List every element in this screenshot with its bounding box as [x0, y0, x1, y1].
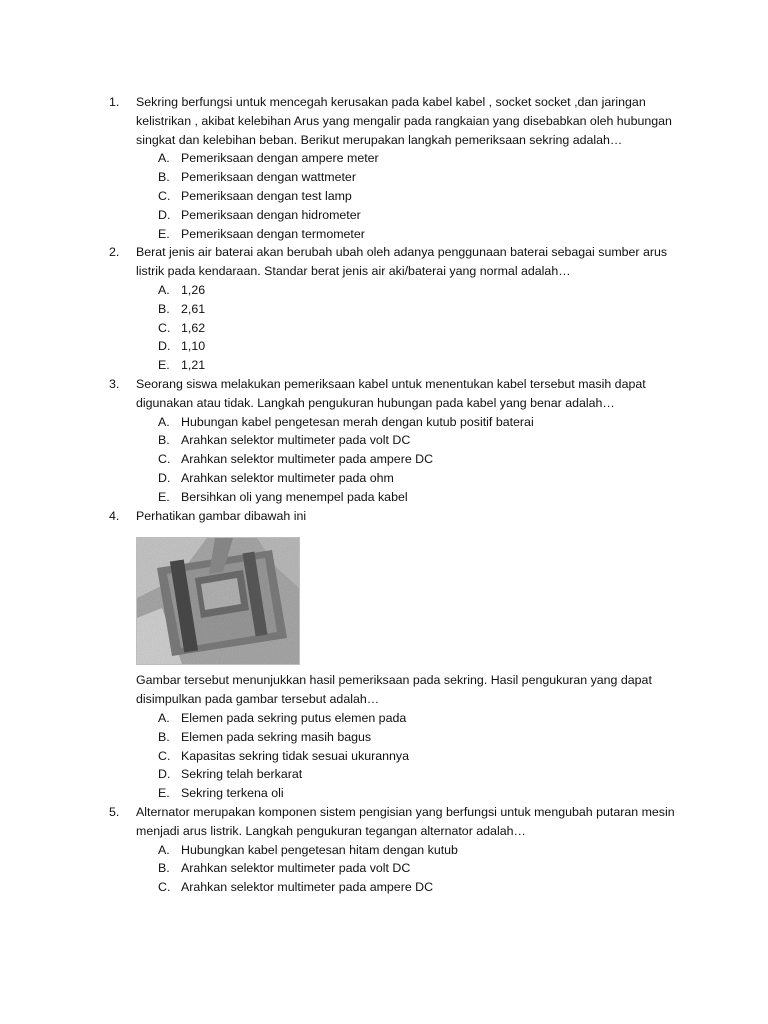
question-text: Alternator merupakan komponen sistem pengisian yang berfungsi untuk mengubah putaran mesin menjadi arus listrik. Langkah pengukuran tegangan alternator adalah…: [136, 804, 675, 838]
option-list: [158, 413, 689, 507]
option-text: Sekring terkena oli: [181, 786, 284, 801]
option-text: Pemeriksaan dengan test lamp: [181, 188, 352, 203]
option-letter: A.: [158, 414, 170, 429]
option-text: Hubungan kabel pengetesan merah dengan kutub positif baterai: [181, 414, 534, 429]
question-number: 3.: [109, 376, 120, 391]
option-c: [158, 878, 689, 897]
option-b: [158, 859, 689, 878]
option-d: [158, 337, 689, 356]
option-text: 1,10: [181, 339, 206, 354]
question-2: [109, 243, 689, 375]
question-4: [109, 507, 689, 803]
option-b: [158, 168, 689, 187]
question-3: [109, 375, 689, 507]
option-letter: D.: [158, 470, 171, 485]
option-d: [158, 765, 689, 784]
option-a: [158, 841, 689, 860]
question-1: [109, 93, 689, 243]
option-a: [158, 281, 689, 300]
option-e: [158, 356, 689, 375]
option-c: [158, 747, 689, 766]
option-a: [158, 709, 689, 728]
option-letter: E.: [158, 358, 170, 373]
fuse-photo-illustration: [137, 538, 299, 664]
option-text: Kapasitas sekring tidak sesuai ukurannya: [181, 748, 409, 763]
option-e: [158, 488, 689, 507]
option-text: Bersihkan oli yang menempel pada kabel: [181, 489, 408, 504]
option-b: [158, 728, 689, 747]
option-letter: B.: [158, 170, 170, 185]
option-letter: D.: [158, 207, 171, 222]
option-c: [158, 319, 689, 338]
question-text: Sekring berfungsi untuk mencegah kerusakan pada kabel kabel , socket socket ,dan jaringan kelistrikan , akibat kelebihan Arus yang mengalir pada rangkaian yang disebabkan oleh hubungan singkat dan kelebihan beban. Berikut merupakan langkah pemeriksaan sekring adalah…: [136, 95, 672, 147]
option-d: [158, 469, 689, 488]
fuse-photo: [136, 537, 300, 665]
option-letter: A.: [158, 842, 170, 857]
option-text: 1,21: [181, 358, 206, 373]
question-number: 1.: [109, 95, 120, 109]
option-text: Pemeriksaan dengan ampere meter: [181, 151, 379, 166]
option-list: [158, 281, 689, 375]
question-number: 2.: [109, 245, 120, 260]
option-letter: B.: [158, 729, 170, 744]
option-text: Sekring telah berkarat: [181, 767, 303, 782]
question-text: Perhatikan gambar dibawah ini: [136, 508, 307, 523]
option-text: Arahkan selektor multimeter pada ampere DC: [181, 880, 434, 895]
option-text: Pemeriksaan dengan termometer: [181, 226, 365, 241]
question-number: 5.: [109, 804, 120, 819]
option-c: [158, 187, 689, 206]
option-letter: A.: [158, 151, 170, 166]
option-letter: E.: [158, 489, 170, 504]
option-letter: B.: [158, 433, 170, 448]
option-list: [158, 709, 689, 803]
question-text-continued: Gambar tersebut menunjukkan hasil pemeriksaan pada sekring. Hasil pengukuran yang dapat disimpulkan pada gambar tersebut adalah…: [136, 673, 652, 707]
option-d: [158, 206, 689, 225]
question-5: [109, 803, 689, 897]
option-e: [158, 225, 689, 244]
option-letter: A.: [158, 710, 170, 725]
option-c: [158, 450, 689, 469]
option-text: Arahkan selektor multimeter pada volt DC: [181, 861, 411, 876]
question-text: Berat jenis air baterai akan berubah ubah oleh adanya penggunaan baterai sebagai sumber arus listrik pada kendaraan. Standar berat jenis air aki/baterai yang normal adalah…: [136, 245, 668, 279]
option-text: Elemen pada sekring putus elemen pada: [181, 710, 407, 725]
option-text: 1,62: [181, 320, 206, 335]
option-text: Pemeriksaan dengan hidrometer: [181, 207, 361, 222]
option-letter: C.: [158, 452, 171, 467]
question-number: 4.: [109, 508, 120, 523]
option-letter: C.: [158, 748, 171, 763]
option-letter: B.: [158, 301, 170, 316]
option-text: Arahkan selektor multimeter pada volt DC: [181, 433, 411, 448]
option-a: [158, 413, 689, 432]
question-list: [109, 93, 689, 897]
question-text: Seorang siswa melakukan pemeriksaan kabel untuk menentukan kabel tersebut masih dapat digunakan atau tidak. Langkah pengukuran hubungan pada kabel yang benar adalah…: [136, 376, 646, 410]
option-a: [158, 149, 689, 168]
option-list: [158, 841, 689, 897]
option-b: [158, 300, 689, 319]
option-text: Elemen pada sekring masih bagus: [181, 729, 372, 744]
option-letter: C.: [158, 320, 171, 335]
option-letter: D.: [158, 339, 171, 354]
option-letter: E.: [158, 226, 170, 241]
option-text: 1,26: [181, 282, 206, 297]
option-e: [158, 784, 689, 803]
option-b: [158, 431, 689, 450]
option-text: 2,61: [181, 301, 206, 316]
option-letter: C.: [158, 880, 171, 895]
option-letter: A.: [158, 282, 170, 297]
option-letter: D.: [158, 767, 171, 782]
option-text: Arahkan selektor multimeter pada ampere DC: [181, 452, 434, 467]
option-list: [158, 149, 689, 243]
option-text: Pemeriksaan dengan wattmeter: [181, 170, 356, 185]
option-text: Hubungkan kabel pengetesan hitam dengan kutub: [181, 842, 458, 857]
option-letter: E.: [158, 786, 170, 801]
option-letter: C.: [158, 188, 171, 203]
option-text: Arahkan selektor multimeter pada ohm: [181, 470, 394, 485]
option-letter: B.: [158, 861, 170, 876]
